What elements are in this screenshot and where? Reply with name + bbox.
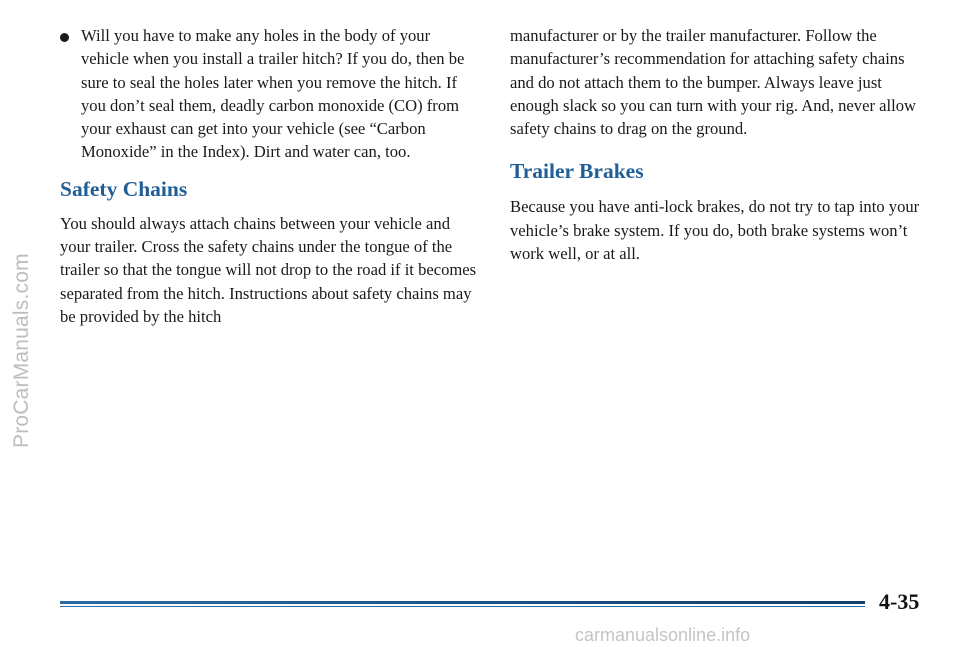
paragraph-trailer-brakes: Because you have anti-lock brakes, do not try to tap into your vehicle’s brake system. If you do, both brake systems won’t work well, or at all.: [510, 197, 920, 264]
left-column: [60, 24, 480, 328]
bullet-text: Will you have to make any holes in the body of your vehicle when you install a trailer hitch? If you do, then be sure to seal the holes later when you remove the hitch. If you don’t seal them, deadly carbon monoxide (CO) from your exhaust can get into your vehicle (see “Carbon Monoxide” in the Index). Dirt and water can, too.: [81, 26, 465, 162]
paragraph-safety-chains: You should always attach chains between your vehicle and your trailer. Cross the safety chains under the tongue of the trailer so that the tongue will not drop to the road if it becomes separated from the hitch. Instructions about safety chains may be provided by the hitch: [60, 213, 477, 326]
page-number: 4-35: [879, 589, 920, 614]
bullet-dot-icon: [60, 33, 69, 42]
paragraph-continuation: manufacturer or by the trailer manufacturer. Follow the manufacturer’s recommendation for attaching safety chains and do not attach them to the bumper. Always leave just enough slack so you can turn with your rig. And, never allow safety chains to drag on the ground.: [510, 26, 917, 139]
right-column: [510, 24, 930, 265]
footer-rule-thin: [60, 606, 865, 607]
side-watermark: ProCarManuals.com: [10, 253, 33, 448]
heading-safety-chains: Safety Chains: [60, 176, 188, 201]
bottom-watermark: carmanualsonline.info: [575, 625, 751, 645]
footer-rule: [60, 601, 865, 604]
bullet-item-trailer-hitch: [60, 24, 480, 164]
heading-trailer-brakes: Trailer Brakes: [510, 159, 644, 184]
